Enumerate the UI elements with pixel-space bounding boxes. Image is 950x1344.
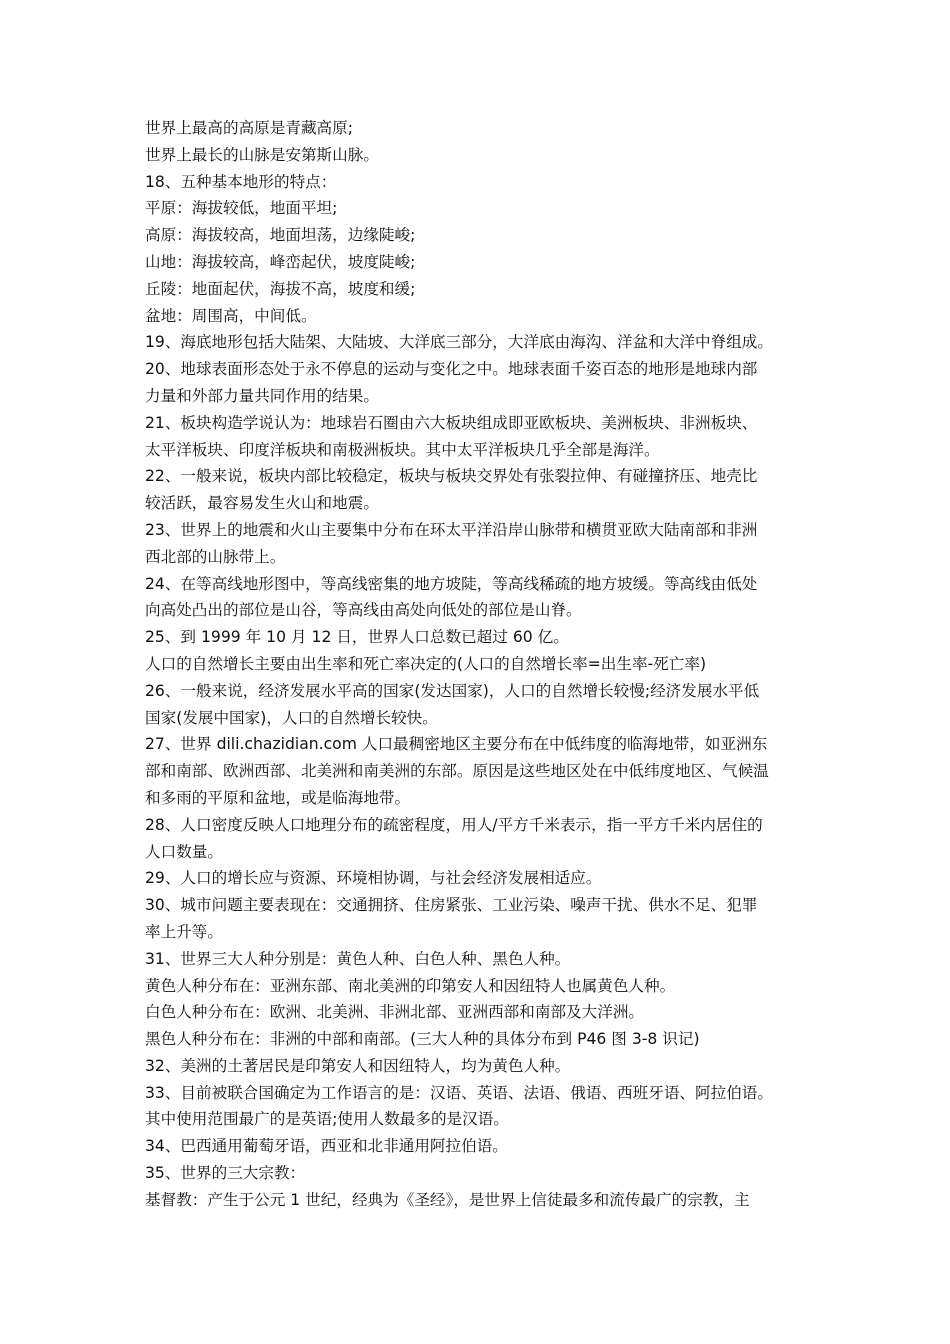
text-line: 国家(发展中国家)，人口的自然增长较快。 [145, 708, 438, 727]
text-line: 26、一般来说，经济发展水平高的国家(发达国家)，人口的自然增长较慢;经济发展水平低 [145, 681, 760, 700]
text-line: 其中使用范围最广的是英语;使用人数最多的是汉语。 [145, 1110, 509, 1129]
text-line: 和多雨的平原和盆地，或是临海地带。 [145, 788, 411, 807]
text-line: 盆地：周围高，中间低。 [145, 306, 317, 325]
document-body [145, 115, 815, 1214]
text-line: 较活跃，最容易发生火山和地震。 [145, 494, 379, 513]
text-line: 24、在等高线地形图中，等高线密集的地方坡陡，等高线稀疏的地方坡缓。等高线由低处 [145, 574, 758, 593]
text-line: 32、美洲的土著居民是印第安人和因纽特人，均为黄色人种。 [145, 1056, 571, 1075]
text-line: 23、世界上的地震和火山主要集中分布在环太平洋沿岸山脉带和横贯亚欧大陆南部和非洲 [145, 520, 758, 539]
text-line: 力量和外部力量共同作用的结果。 [145, 386, 379, 405]
text-line: 白色人种分布在：欧洲、北美洲、非洲北部、亚洲西部和南部及大洋洲。 [145, 1003, 645, 1022]
text-line: 山地：海拔较高，峰峦起伏，坡度陡峻; [145, 252, 416, 271]
text-line: 世界上最高的高原是青藏高原; [145, 119, 353, 137]
text-line: 35、世界的三大宗教： [145, 1164, 306, 1183]
text-line: 31、世界三大人种分别是：黄色人种、白色人种、黑色人种。 [145, 949, 571, 968]
text-line: 21、板块构造学说认为：地球岩石圈由六大板块组成即亚欧板块、美洲板块、非洲板块、 [145, 413, 758, 432]
text-line: 29、人口的增长应与资源、环境相协调，与社会经济发展相适应。 [145, 869, 602, 888]
text-line: 28、人口密度反映人口地理分布的疏密程度，用人/平方千米表示，指一平方千米内居住的 [145, 815, 763, 834]
text-line: 世界上最长的山脉是安第斯山脉。 [145, 145, 379, 164]
text-line: 25、到 1999 年 10 月 12 日，世界人口总数已超过 60 亿。 [145, 628, 569, 647]
text-line: 率上升等。 [145, 922, 223, 941]
text-line: 丘陵：地面起伏，海拔不高，坡度和缓; [145, 279, 416, 298]
text-line: 平原：海拔较低，地面平坦; [145, 199, 338, 218]
text-line: 黑色人种分布在：非洲的中部和南部。(三大人种的具体分布到 P46 图 3-8 识记) [145, 1030, 700, 1049]
text-line: 20、地球表面形态处于永不停息的运动与变化之中。地球表面千姿百态的地形是地球内部 [145, 360, 758, 379]
text-line: 部和南部、欧洲西部、北美洲和南美洲的东部。原因是这些地区处在中低纬度地区、气候温 [145, 762, 769, 781]
text-line: 34、巴西通用葡萄牙语，西亚和北非通用阿拉伯语。 [145, 1137, 508, 1156]
text-line: 黄色人种分布在：亚洲东部、南北美洲的印第安人和因纽特人也属黄色人种。 [145, 976, 676, 995]
text-line: 向高处凸出的部位是山谷，等高线由高处向低处的部位是山脊。 [145, 601, 582, 620]
text-line: 18、五种基本地形的特点： [145, 172, 337, 191]
text-line: 19、海底地形包括大陆架、大陆坡、大洋底三部分，大洋底由海沟、洋盆和大洋中脊组成。 [145, 333, 773, 352]
text-line: 30、城市问题主要表现在：交通拥挤、住房紧张、工业污染、噪声干扰、供水不足、犯罪 [145, 896, 758, 915]
text-line: 基督教：产生于公元 1 世纪，经典为《圣经》，是世界上信徒最多和流传最广的宗教，主 [145, 1190, 750, 1209]
text-line: 高原：海拔较高，地面坦荡，边缘陡峻; [145, 226, 416, 245]
text-line: 33、目前被联合国确定为工作语言的是：汉语、英语、法语、俄语、西班牙语、阿拉伯语。 [145, 1083, 773, 1102]
text-line: 人口的自然增长主要由出生率和死亡率决定的(人口的自然增长率=出生率-死亡率) [145, 654, 707, 673]
text-line: 西北部的山脉带上。 [145, 547, 286, 566]
text-line: 太平洋板块、印度洋板块和南极洲板块。其中太平洋板块几乎全部是海洋。 [145, 440, 660, 459]
text-line: 27、世界 dili.chazidian.com 人口最稠密地区主要分布在中低纬度的临海地带，如亚洲东 [145, 735, 768, 754]
text-line: 22、一般来说，板块内部比较稳定，板块与板块交界处有张裂拉伸、有碰撞挤压、地壳比 [145, 467, 758, 486]
text-line: 人口数量。 [145, 842, 223, 861]
